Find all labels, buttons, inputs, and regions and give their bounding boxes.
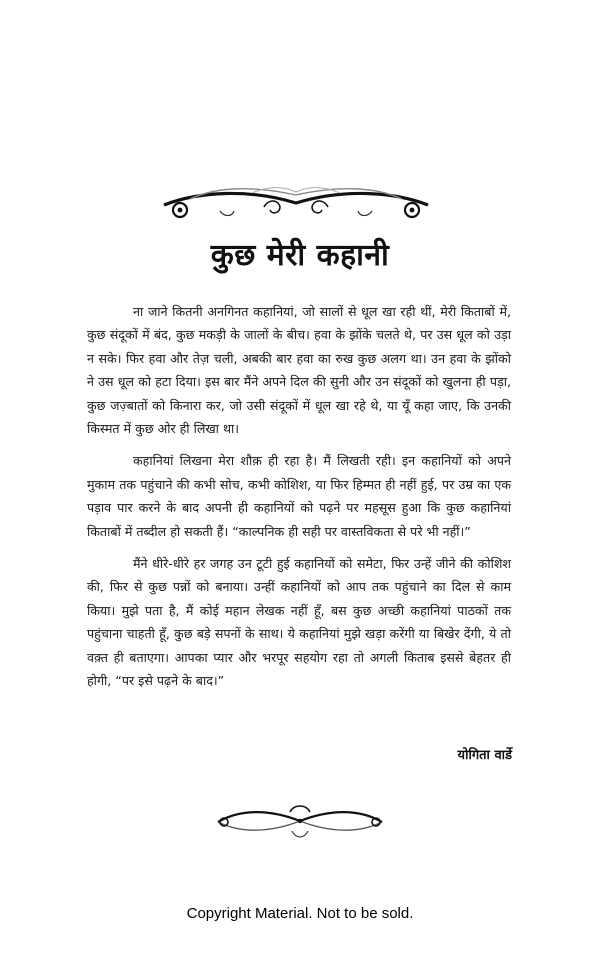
- author-signature: योगिता वार्डे: [457, 748, 512, 763]
- top-flourish-ornament: [160, 183, 432, 225]
- bottom-flourish-ornament: [212, 800, 388, 842]
- paragraph-3: मैंने धीरे-धीरे हर जगह उन टूटी हुई कहानियों को समेटा, फिर उन्हें जीने की कोशिश की, फिर से कुछ पन्नों को बनाया। उन्हीं कहानियों को आप तक पहुंचाने का दिल से काम किया। मुझे पता है, मैं कोई महान लेखक नहीं हूँ, बस कुछ अच्छी कहानियां पाठकों तक पहुंचाना चाहती हूँ, कुछ बड़े सपनों के साथ। ये कहानियां मुझे खड़ा करेंगी या बिखेर देंगी, ये तो वक़्त ही बताएगा। आपका प्यार और भरपूर सहयोग रहा तो अगली किताब इससे बेहतर ही होगी, “पर इसे पढ़ने के बाद।”: [87, 556, 511, 689]
- paragraph-2: कहानियां लिखना मेरा शौक़ ही रहा है। मैं लिखती रही। इन कहानियों को अपने मुकाम तक पहुंचाने की कभी सोच, कभी कोशिश, या फिर हिम्मत ही नहीं हुई, पर उम्र का एक पड़ाव पार करने के बाद अपनी ही कहानियों को पढ़ने पर महसूस हुआ कि कुछ कहानियां किताबों में तब्दील हो सकती हैं। “काल्पनिक ही सही पर वास्तविकता से परे भी नहीं।”: [87, 453, 511, 539]
- copyright-notice: Copyright Material. Not to be sold.: [186, 905, 414, 922]
- chapter-body: [87, 300, 511, 702]
- chapter-title: कुछ मेरी कहानी: [210, 238, 390, 273]
- paragraph-1: ना जाने कितनी अनगिनत कहानियां, जो सालों से धूल खा रही थीं, मेरी किताबों में, कुछ संदूकों में बंद, कुछ मकड़ी के जालों के बीच। हवा के झोंके चलते थे, पर उस धूल को उड़ा न सके। फिर हवा और तेज़ चली, अबकी बार हवा का रुख कुछ अलग था। उन हवा के झोंको ने उस धूल को हटा दिया। इस बार मैंने अपने दिल की सुनी और उन संदूकों को खुलना ही पड़ा, कुछ जज़्बातों को किनारा कर, जो उसी संदूकों में धूल खा रहे थे, या यूँ कहा जाए, कि उनकी किस्मत में कुछ ओर ही लिखा था।: [87, 304, 511, 437]
